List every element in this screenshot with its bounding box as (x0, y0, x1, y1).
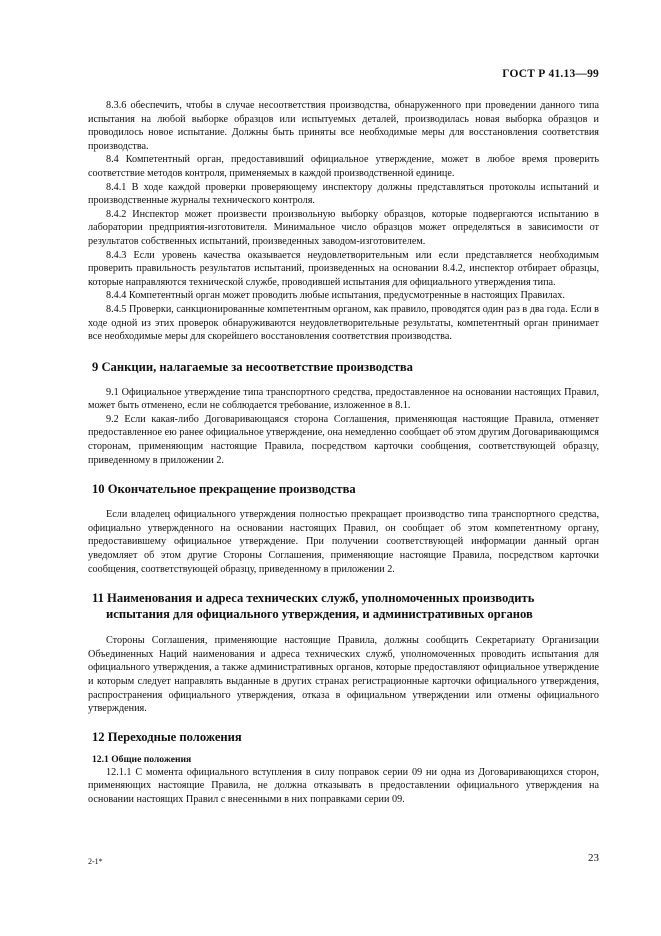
paragraph-8-4: 8.4 Компетентный орган, предоставивший официальное утверждение, может в любое время проверить соответствие методов контроля, применяемых в каждой производственной единице. (88, 154, 599, 179)
paragraph-10: Если владелец официального утверждения полностью прекращает производство типа транспортного средства, официально утвержденного на основании настоящих Правил, он сообщает об этом компетентному органу, предоставившему официальное утверждение. При получении соответствующей информации данный орган уведомляет об этом другие Стороны Соглашения, применяющие настоящие Правила, посредством карточки сообщения, соответствующей образцу, приведенному в приложении 2. (88, 509, 599, 575)
document-code: ГОСТ Р 41.13—99 (502, 68, 599, 80)
section-11-heading (88, 590, 599, 622)
paragraph-8-4-1: 8.4.1 В ходе каждой проверки проверяющему инспектору должны представляться протоколы испытаний и производственные журналы технического контроля. (88, 181, 599, 207)
section-11-heading-line2: испытания для официального утверждения, и административных органов (106, 607, 533, 622)
paragraph-9-2: 9.2 Если какая-либо Договаривающаяся сторона Соглашения, применяющая настоящие Правила, отменяет предоставленное ею ранее официальное утверждение, она немедленно сообщает об этом другим Договаривающимся сторонам, применяющим настоящие Правила, посредством карточки сообщения, соответствующей образцу, приведенному в приложении 2. (88, 413, 599, 466)
paragraph-9-1: 9.1 Официальное утверждение типа транспортного средства, предоставленное на основании настоящих Правил, может быть отменено, если не соблюдается требование, изложенное в 8.1. (88, 386, 599, 412)
page-body (88, 99, 599, 807)
paragraph-8-4-5: 8.4.5 Проверки, санкционированные компетентным органом, как правило, проводятся один раз в два года. Если в ходе одной из этих проверок обнаруживаются неудовлетворительные результаты, компетентный орган принимает все необходимые меры для скорейшего восстановления соответствия производства. (88, 303, 599, 343)
section-11-heading-line1: 11 Наименования и адреса технических служб, уполномоченных производить (92, 591, 535, 606)
paragraph-12-1-1: 12.1.1 С момента официального вступления в силу поправок серии 09 ни одна из Договаривающихся сторон, применяющих настоящие Правила, не должна отказывать в предоставлении официального утверждения на основании настоящих Правил с внесенными в них поправками серии 09. (88, 766, 599, 805)
paragraph-8-4-2: 8.4.2 Инспектор может произвести произвольную выборку образцов, которые подвергаются испытанию в лаборатории предприятия-изготовителя. Минимальное число образцов может определяться в зависимости от результатов собственных испытаний, произведенных заводом-изготовителем. (88, 208, 599, 247)
section-10-heading: 10 Окончательное прекращение производства (92, 482, 356, 497)
paragraph-11: Стороны Соглашения, применяющие настоящие Правила, должны сообщить Секретариату Организации Объединенных Наций наименования и адреса технических служб, уполномоченных проводить испытания для официального утверждения, а также административных органов, которые предоставляют официальное утверждение и которым следует направлять выданные в других странах регистрационные карточки официального утверждения, распространения официального утверждения, отказа в официальном утверждении или отмены официального утверждения. (88, 635, 599, 715)
page-number: 23 (588, 852, 599, 864)
subsection-12-1-heading: 12.1 Общие положения (92, 753, 192, 765)
paragraph-8-4-3: 8.4.3 Если уровень качества оказывается неудовлетворительным или если представляется необходимым проверить правильность результатов испытаний, произведенных на основании 8.4.2, инспектор отбирает образцы, которые направляются технической службе, проводившей испытания для официального утверждения типа. (88, 249, 599, 288)
sheet-mark: 2-1* (88, 857, 103, 866)
section-12-heading: 12 Переходные положения (92, 729, 242, 744)
paragraph-8-3-6: 8.3.6 обеспечить, чтобы в случае несоответствия производства, обнаруженного при проведении данного типа испытания на любой выборке образцов или испытуемых деталей, производилась новая выборка образцов и проводилось новое испытание. Должны быть приняты все необходимые меры для восстановления соответствия производства. (88, 100, 599, 152)
section-9-heading: 9 Санкции, налагаемые за несоответствие производства (92, 359, 413, 374)
paragraph-8-4-4: 8.4.4 Компетентный орган может проводить любые испытания, предусмотренные в настоящих Правилах. (106, 290, 565, 302)
